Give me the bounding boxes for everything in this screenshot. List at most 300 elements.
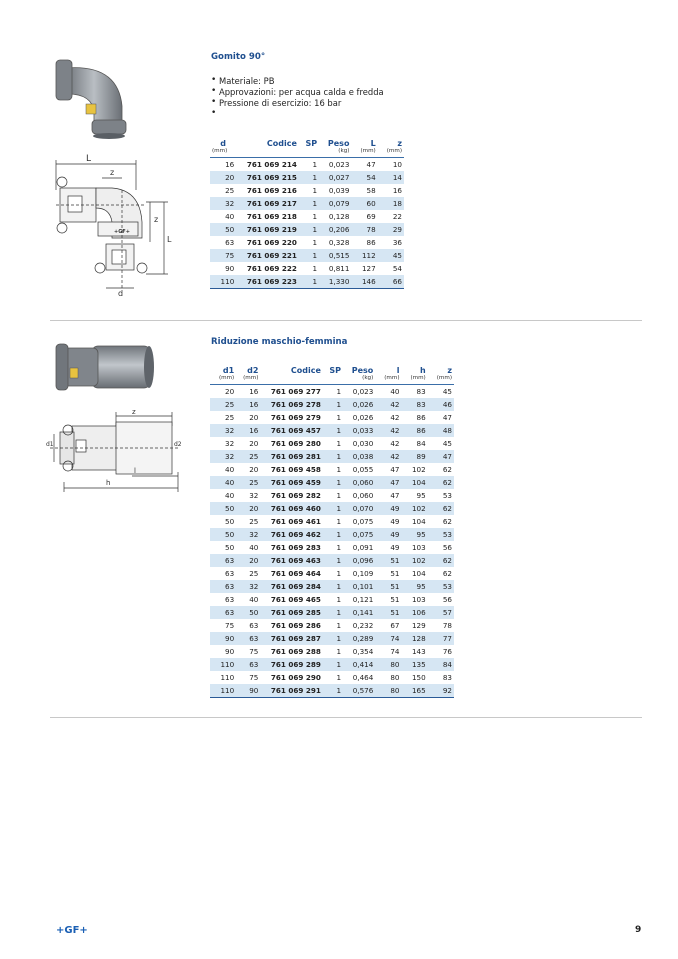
table-cell: 1 (323, 450, 343, 463)
table-cell: 0,576 (343, 684, 375, 698)
table-cell: 10 (392, 160, 402, 169)
table-cell: 45 (442, 387, 452, 396)
table-cell: 1 (323, 684, 343, 698)
table-cell: 56 (442, 543, 452, 552)
elbow-technical-drawing (46, 150, 186, 300)
table-cell: 1 (336, 491, 342, 500)
table-row (210, 632, 454, 645)
reducer-table-body (210, 385, 454, 698)
table-cell: 1 (323, 658, 343, 671)
table-cell: 20 (236, 502, 260, 515)
table-cell: 1 (323, 398, 343, 411)
table-cell: 0,075 (343, 528, 375, 541)
table-cell: 0,030 (352, 439, 374, 448)
table-cell: 84 (416, 439, 426, 448)
table-cell: 761 069 215 (236, 171, 299, 184)
table-cell: 16 (236, 398, 260, 411)
table-cell: 0,079 (319, 197, 351, 210)
table-cell: 47 (375, 476, 401, 489)
table-cell: 102 (402, 502, 428, 515)
table-cell: 0,414 (343, 658, 375, 671)
table-cell: 53 (428, 528, 454, 541)
bullet-material: • Materiale: PB (211, 76, 384, 87)
table-cell: 761 069 461 (270, 517, 321, 526)
table-cell: 80 (375, 658, 401, 671)
table-row (210, 619, 454, 632)
drawing-label-d: d (118, 289, 124, 298)
col-header-z: z (397, 139, 402, 148)
table-row (210, 541, 454, 554)
unit-codice (236, 148, 299, 158)
table-cell: 83 (402, 398, 428, 411)
table-cell: 143 (411, 647, 426, 656)
col-header-h: h (420, 366, 426, 375)
col-header-d: d (220, 139, 226, 148)
drawing-label-L: L (86, 154, 92, 164)
table-cell: 0,023 (328, 160, 350, 169)
table-cell: 25 (249, 517, 259, 526)
table-cell: 95 (402, 528, 428, 541)
table-cell: 75 (249, 673, 259, 682)
table-cell: 50 (210, 528, 236, 541)
table-cell: 761 069 222 (246, 264, 297, 273)
table-cell: 110 (220, 673, 235, 682)
drawing-label-z-vertical: z (154, 215, 159, 224)
table-cell: 127 (361, 264, 376, 273)
bullet-empty (211, 109, 384, 120)
table-cell: 47 (390, 491, 400, 500)
table-cell: 761 069 464 (270, 569, 321, 578)
table-cell: 25 (225, 186, 235, 195)
table-row (210, 567, 454, 580)
table-cell: 20 (249, 413, 259, 422)
table-units-row (210, 375, 454, 385)
table-cell: 146 (351, 275, 377, 289)
table-cell: 761 069 287 (260, 632, 323, 645)
table-cell: 761 069 277 (270, 387, 321, 396)
table-cell: 761 069 218 (246, 212, 297, 221)
table-cell: 761 069 291 (260, 684, 323, 698)
elbow-product-photo (48, 50, 138, 140)
table-cell: 29 (378, 223, 404, 236)
table-cell: 1 (336, 569, 342, 578)
table-cell: 0,033 (343, 424, 375, 437)
table-row (210, 385, 454, 399)
table-cell: 50 (225, 543, 235, 552)
table-cell: 0,515 (319, 249, 351, 262)
table-cell: 0,055 (352, 465, 374, 474)
table-cell: 62 (428, 476, 454, 489)
unit-peso: (kg) (319, 148, 351, 158)
table-cell: 40 (225, 212, 235, 221)
table-cell: 0,070 (343, 502, 375, 515)
reducer-product-photo (48, 338, 158, 396)
table-cell: 1 (336, 595, 342, 604)
section2-title: Riduzione maschio-femmina (211, 337, 348, 347)
table-cell: 761 069 286 (270, 621, 321, 630)
table-cell: 25 (249, 569, 259, 578)
table-cell: 0,060 (352, 491, 374, 500)
table-row (210, 502, 454, 515)
table-cell: 761 069 289 (260, 658, 323, 671)
table-cell: 103 (411, 543, 426, 552)
table-cell: 47 (442, 413, 452, 422)
table-cell: 761 069 220 (246, 238, 297, 247)
table-cell: 761 069 285 (260, 606, 323, 619)
col-header-peso: Peso (351, 366, 374, 375)
table-cell: 32 (249, 491, 259, 500)
table-cell: 50 (236, 606, 260, 619)
table-cell: 20 (210, 171, 236, 184)
table-cell: 761 069 288 (270, 647, 321, 656)
section-divider-2 (50, 717, 642, 718)
table-cell: 1 (323, 424, 343, 437)
unit-peso: (kg) (343, 375, 375, 385)
table-cell: 63 (210, 606, 236, 619)
section1-title: Gomito 90° (211, 52, 266, 62)
table-cell: 0,091 (352, 543, 374, 552)
elbow-spec-table (210, 134, 404, 289)
table-cell: 761 069 460 (260, 502, 323, 515)
table-cell: 83 (442, 673, 452, 682)
table-cell: 40 (249, 543, 259, 552)
table-cell: 761 069 219 (236, 223, 299, 236)
table-cell: 761 069 282 (270, 491, 321, 500)
table-cell: 47 (428, 450, 454, 463)
table-cell: 1 (299, 223, 319, 236)
table-cell: 110 (210, 684, 236, 698)
drawing-label-d1: d1 (46, 441, 54, 448)
reducer-spec-table (210, 361, 454, 698)
table-cell: 40 (225, 465, 235, 474)
table-cell: 761 069 290 (270, 673, 321, 682)
table-cell: 0,101 (343, 580, 375, 593)
table-cell: 40 (210, 476, 236, 489)
table-cell: 32 (225, 439, 235, 448)
table-cell: 25 (210, 398, 236, 411)
unit-d2: (mm) (236, 375, 260, 385)
table-cell: 53 (428, 580, 454, 593)
table-cell: 761 069 457 (260, 424, 323, 437)
table-cell: 51 (390, 569, 400, 578)
table-cell: 761 069 214 (246, 160, 297, 169)
table-cell: 1 (323, 606, 343, 619)
table-cell: 1 (323, 580, 343, 593)
table-cell: 47 (390, 465, 400, 474)
table-cell: 104 (411, 569, 426, 578)
table-cell: 104 (402, 476, 428, 489)
table-row (210, 262, 404, 275)
table-cell: 14 (378, 171, 404, 184)
reducer-technical-drawing (46, 404, 186, 496)
table-row (210, 236, 404, 249)
table-cell: 49 (390, 543, 400, 552)
table-cell: 761 069 463 (260, 554, 323, 567)
table-cell: 16 (392, 186, 402, 195)
unit-sp (323, 375, 343, 385)
table-cell: 75 (210, 249, 236, 262)
table-cell: 50 (210, 502, 236, 515)
bullet-approvals: • Approvazioni: per acqua calda e fredda (211, 87, 384, 98)
table-row (210, 489, 454, 502)
col-header-L: L (370, 139, 376, 148)
table-cell: 63 (249, 621, 259, 630)
table-cell: 1 (299, 171, 319, 184)
unit-d1: (mm) (210, 375, 236, 385)
table-cell: 1 (323, 476, 343, 489)
table-row (210, 528, 454, 541)
table-cell: 75 (249, 647, 259, 656)
table-cell: 76 (442, 647, 452, 656)
table-cell: 0,354 (352, 647, 374, 656)
table-cell: 62 (442, 517, 452, 526)
table-row (210, 463, 454, 476)
table-cell: 16 (236, 424, 260, 437)
table-cell: 78 (351, 223, 377, 236)
table-cell: 1 (336, 673, 342, 682)
table-cell: 0,141 (343, 606, 375, 619)
table-cell: 75 (225, 621, 235, 630)
table-cell: 1 (336, 543, 342, 552)
table-cell: 84 (428, 658, 454, 671)
table-cell: 48 (428, 424, 454, 437)
table-cell: 54 (392, 264, 402, 273)
table-cell: 129 (411, 621, 426, 630)
table-cell: 42 (375, 398, 401, 411)
table-cell: 45 (378, 249, 404, 262)
col-header-peso: Peso (327, 139, 350, 148)
table-cell: 1 (336, 439, 342, 448)
table-cell: 1 (312, 238, 318, 247)
table-cell: 761 069 280 (270, 439, 321, 448)
table-cell: 1 (299, 275, 319, 289)
table-cell: 42 (390, 413, 400, 422)
page-number: 9 (635, 925, 642, 935)
table-cell: 40 (225, 491, 235, 500)
table-cell: 0,060 (343, 476, 375, 489)
table-cell: 0,232 (352, 621, 374, 630)
table-cell: 74 (390, 647, 400, 656)
table-cell: 1 (336, 387, 342, 396)
table-cell: 25 (236, 450, 260, 463)
table-cell: 83 (416, 387, 426, 396)
unit-z: (mm) (378, 148, 404, 158)
drawing-label-L-vertical: L (167, 235, 172, 244)
table-cell: 90 (236, 684, 260, 698)
table-cell: 62 (428, 554, 454, 567)
table-cell: 1 (336, 413, 342, 422)
table-row (210, 450, 454, 463)
table-cell: 16 (225, 160, 235, 169)
table-cell: 92 (428, 684, 454, 698)
table-cell: 54 (351, 171, 377, 184)
table-cell: 51 (390, 595, 400, 604)
table-cell: 66 (378, 275, 404, 289)
col-header-sp: SP (305, 139, 318, 148)
table-cell: 63 (210, 554, 236, 567)
col-header-d2: d2 (247, 366, 259, 375)
table-cell: 63 (210, 580, 236, 593)
table-cell: 1 (299, 249, 319, 262)
table-row (210, 515, 454, 528)
table-cell: 1 (312, 212, 318, 221)
table-row (210, 275, 404, 289)
table-cell: 0,128 (328, 212, 350, 221)
table-cell: 74 (375, 632, 401, 645)
table-cell: 25 (225, 413, 235, 422)
table-cell: 1 (312, 264, 318, 273)
table-cell: 16 (249, 387, 259, 396)
table-row (210, 554, 454, 567)
table-row (210, 424, 454, 437)
table-cell: 53 (442, 491, 452, 500)
table-cell: 0,038 (343, 450, 375, 463)
table-cell: 49 (375, 528, 401, 541)
table-cell: 110 (210, 658, 236, 671)
table-cell: 761 069 284 (260, 580, 323, 593)
table-cell: 761 069 459 (260, 476, 323, 489)
table-cell: 95 (416, 491, 426, 500)
table-cell: 128 (402, 632, 428, 645)
table-cell: 49 (390, 517, 400, 526)
table-cell: 49 (375, 502, 401, 515)
table-cell: 150 (411, 673, 426, 682)
unit-L: (mm) (351, 148, 377, 158)
table-cell: 1 (323, 632, 343, 645)
drawing-label-z: z (110, 168, 115, 177)
table-cell: 62 (428, 502, 454, 515)
table-cell: 86 (366, 238, 376, 247)
table-cell: 0,026 (343, 398, 375, 411)
table-cell: 1 (323, 502, 343, 515)
table-cell: 56 (442, 595, 452, 604)
table-cell: 63 (236, 658, 260, 671)
table-row (210, 184, 404, 197)
section-divider-1 (50, 320, 642, 321)
table-row (210, 684, 454, 698)
table-cell: 50 (225, 517, 235, 526)
table-header-row (210, 361, 454, 375)
table-cell: 0,206 (319, 223, 351, 236)
table-cell: 80 (375, 684, 401, 698)
table-cell: 761 069 281 (260, 450, 323, 463)
table-cell: 63 (236, 632, 260, 645)
table-row (210, 658, 454, 671)
col-header-l: l (396, 366, 400, 375)
table-cell: 18 (378, 197, 404, 210)
table-cell: 51 (375, 606, 401, 619)
table-row (210, 197, 404, 210)
unit-h: (mm) (402, 375, 428, 385)
table-row (210, 476, 454, 489)
table-cell: 89 (402, 450, 428, 463)
table-cell: 32 (236, 528, 260, 541)
table-cell: 86 (402, 424, 428, 437)
table-cell: 0,109 (352, 569, 374, 578)
table-cell: 58 (366, 186, 376, 195)
table-row (210, 411, 454, 424)
col-header-codice: Codice (266, 139, 297, 148)
table-cell: 102 (411, 465, 426, 474)
table-cell: 90 (210, 632, 236, 645)
table-cell: 135 (402, 658, 428, 671)
table-cell: 112 (351, 249, 377, 262)
table-cell: 104 (411, 517, 426, 526)
drawing-label-l: l (134, 467, 136, 475)
table-cell: 80 (390, 673, 400, 682)
table-cell: 106 (402, 606, 428, 619)
table-cell: 50 (210, 223, 236, 236)
table-cell: 22 (392, 212, 402, 221)
table-cell: 761 069 283 (270, 543, 321, 552)
table-row (210, 210, 404, 223)
table-cell: 761 069 279 (270, 413, 321, 422)
table-cell: 110 (210, 275, 236, 289)
drawing-label-gf: +GF+ (114, 229, 130, 235)
table-cell: 32 (210, 424, 236, 437)
table-cell: 1 (323, 528, 343, 541)
table-cell: 1 (336, 647, 342, 656)
table-row (210, 437, 454, 450)
table-cell: 20 (249, 439, 259, 448)
table-cell: 51 (375, 554, 401, 567)
elbow-table-body (210, 158, 404, 289)
table-cell: 1,330 (319, 275, 351, 289)
table-cell: 90 (225, 264, 235, 273)
table-row (210, 158, 404, 172)
table-cell: 42 (375, 450, 401, 463)
table-cell: 0,811 (328, 264, 350, 273)
table-row (210, 223, 404, 236)
col-header-d1: d1 (222, 366, 235, 375)
table-cell: 40 (390, 387, 400, 396)
table-cell: 62 (442, 465, 452, 474)
bullet-pressure: • Pressione di esercizio: 16 bar (211, 98, 384, 109)
drawing-label-z2: z (132, 408, 136, 416)
unit-z: (mm) (428, 375, 454, 385)
table-cell: 57 (428, 606, 454, 619)
unit-sp (299, 148, 319, 158)
table-cell: 20 (249, 465, 259, 474)
table-cell: 103 (411, 595, 426, 604)
table-cell: 0,121 (352, 595, 374, 604)
table-row (210, 606, 454, 619)
table-cell: 0,328 (328, 238, 350, 247)
table-row (210, 580, 454, 593)
table-cell: 77 (428, 632, 454, 645)
table-cell: 25 (236, 476, 260, 489)
table-cell: 0,464 (352, 673, 374, 682)
table-cell: 63 (225, 595, 235, 604)
table-cell: 761 069 216 (246, 186, 297, 195)
gf-logo: +GF+ (56, 925, 88, 936)
table-cell: 63 (225, 569, 235, 578)
table-cell: 46 (428, 398, 454, 411)
table-cell: 51 (375, 580, 401, 593)
table-row (210, 671, 454, 684)
table-cell: 78 (442, 621, 452, 630)
table-cell: 45 (442, 439, 452, 448)
table-cell: 761 069 462 (260, 528, 323, 541)
table-cell: 67 (390, 621, 400, 630)
table-row (210, 249, 404, 262)
table-cell: 761 069 465 (270, 595, 321, 604)
table-cell: 86 (416, 413, 426, 422)
table-cell: 761 069 221 (236, 249, 299, 262)
unit-codice (260, 375, 323, 385)
table-cell: 20 (225, 387, 235, 396)
table-cell: 761 069 458 (270, 465, 321, 474)
